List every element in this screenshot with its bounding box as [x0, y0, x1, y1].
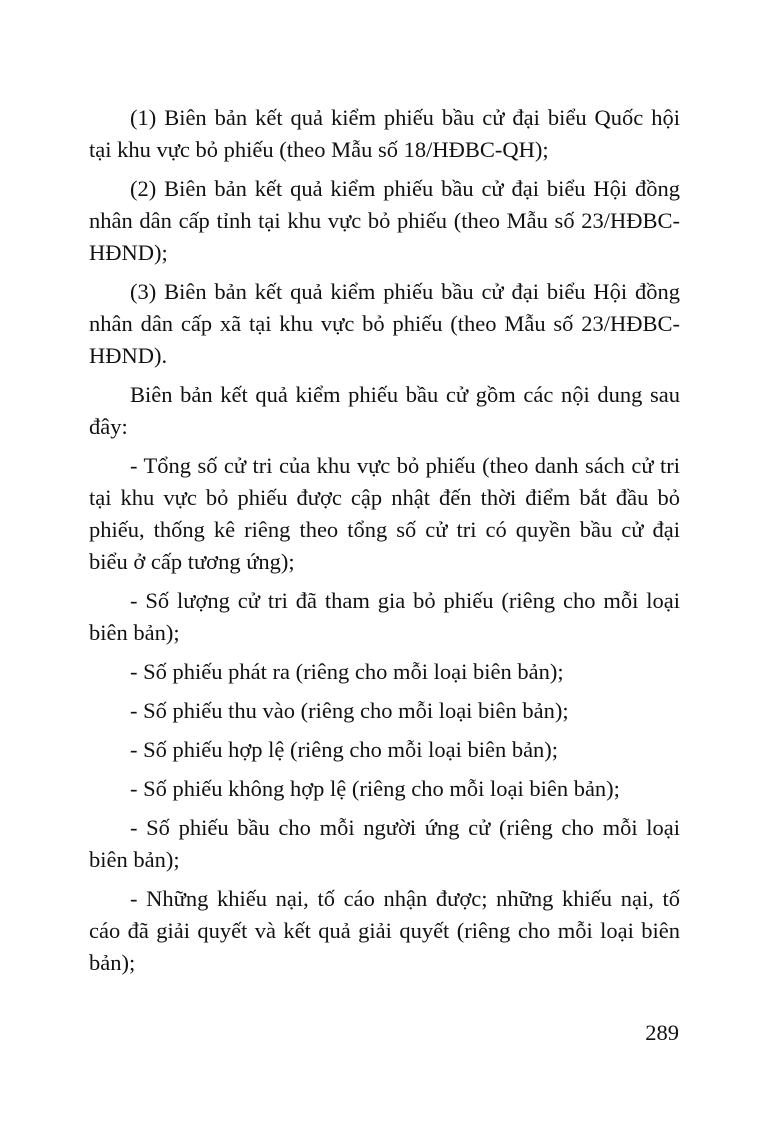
paragraph-contents-intro: Biên bản kết quả kiểm phiếu bầu cử gồm các nội dung sau đây: — [89, 382, 680, 439]
list-item-complaints: - Những khiếu nại, tố cáo nhận được; những khiếu nại, tố cáo đã giải quyết và kết quả giải quyết (riêng cho mỗi loại biên bản); — [89, 886, 680, 975]
list-item-ballots-issued: - Số phiếu phát ra (riêng cho mỗi loại biên bản); — [130, 659, 564, 684]
list-item-total-voters: - Tổng số cử tri của khu vực bỏ phiếu (theo danh sách cử tri tại khu vực bỏ phiếu được cập nhật đến thời điểm bắt đầu bỏ phiếu, thống kê riêng theo tổng số cử tri có quyền bầu cử đại biểu ở cấp tương ứng); — [89, 453, 680, 574]
list-item-voters-participated: - Số lượng cử tri đã tham gia bỏ phiếu (riêng cho mỗi loại biên bản); — [89, 588, 680, 645]
page-body — [89, 102, 680, 986]
paragraph-form-18-quoc-hoi: (1) Biên bản kết quả kiểm phiếu bầu cử đại biểu Quốc hội tại khu vực bỏ phiếu (theo Mẫu số 18/HĐBC-QH); — [89, 105, 680, 162]
list-item-votes-per-candidate: - Số phiếu bầu cho mỗi người ứng cử (riêng cho mỗi loại biên bản); — [89, 815, 680, 872]
list-item-valid-ballots: - Số phiếu hợp lệ (riêng cho mỗi loại biên bản); — [130, 737, 559, 762]
paragraph-form-23-cap-xa: (3) Biên bản kết quả kiểm phiếu bầu cử đại biểu Hội đồng nhân dân cấp xã tại khu vực bỏ phiếu (theo Mẫu số 23/HĐBC-HĐND). — [89, 279, 680, 368]
page-number: 289 — [645, 1020, 679, 1045]
list-item-invalid-ballots: - Số phiếu không hợp lệ (riêng cho mỗi loại biên bản); — [130, 776, 620, 801]
list-item-ballots-collected: - Số phiếu thu vào (riêng cho mỗi loại biên bản); — [130, 698, 569, 723]
paragraph-form-23-cap-tinh: (2) Biên bản kết quả kiểm phiếu bầu cử đại biểu Hội đồng nhân dân cấp tỉnh tại khu vực bỏ phiếu (theo Mẫu số 23/HĐBC-HĐND); — [89, 176, 680, 265]
